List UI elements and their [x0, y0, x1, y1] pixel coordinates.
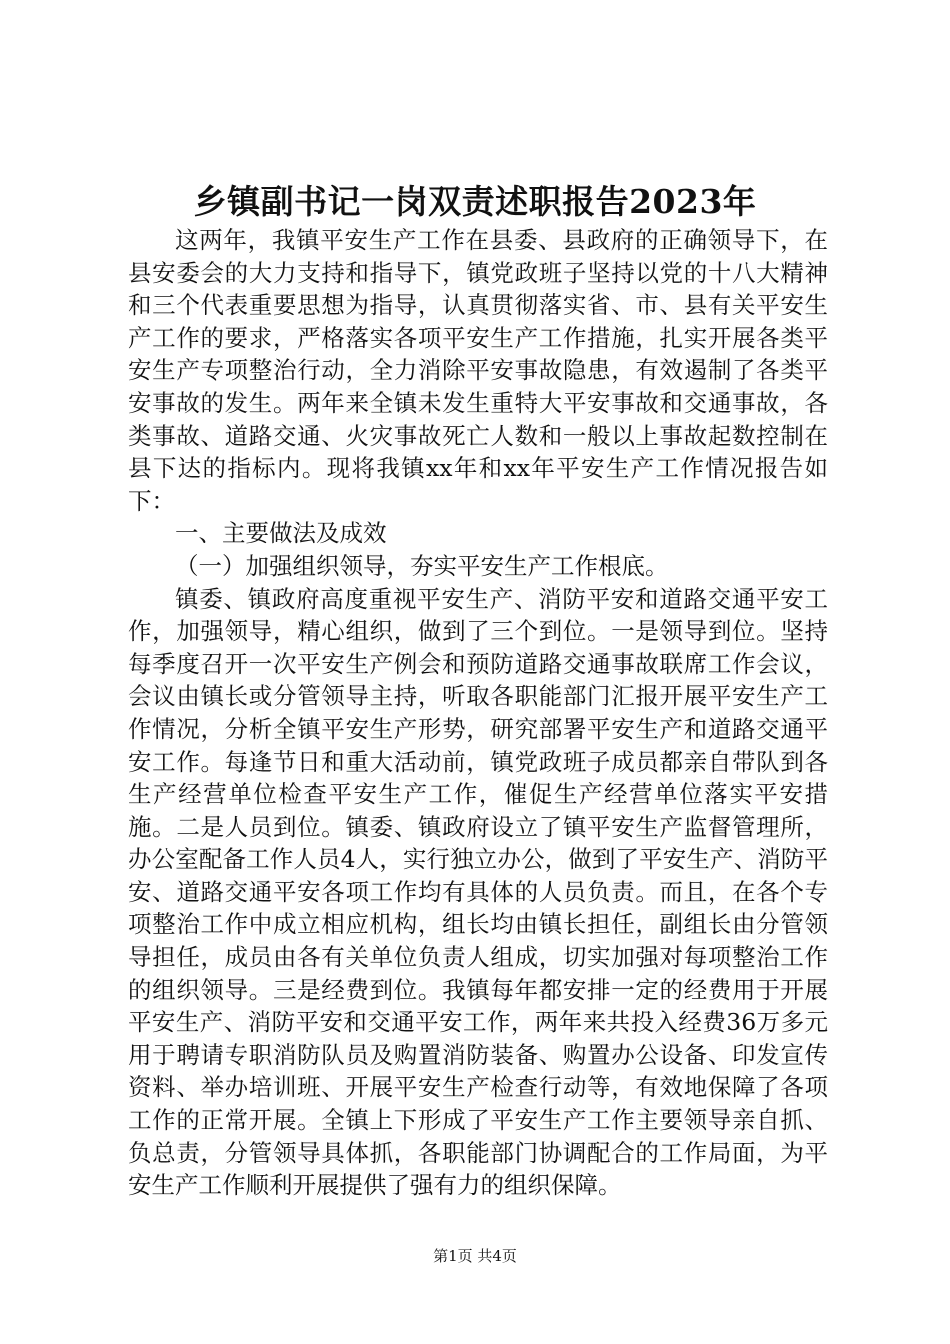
document-title: 乡镇副书记一岗双责述职报告2023年	[193, 182, 757, 221]
paragraph-intro: 这两年，我镇平安生产工作在县委、县政府的正确领导下，在县安委会的大力支持和指导下，镇党政班子坚持以党的十八大精神和三个代表重要思想为指导，认真贯彻落实省、市、县有关平安生产工作的要求，严格落实各项平安生产工作措施，扎实开展各类平安生产专项整治行动，全力消除平安事故隐患，有效遏制了各类平安事故的发生。两年来全镇未发生重特大平安事故和交通事故，各类事故、道路交通、火灾事故死亡人数和一般以上事故起数控制在县下达的指标内。现将我镇xx年和xx年平安生产工作情况报告如下：	[128, 226, 828, 515]
subsection-heading: （一）加强组织领导，夯实平安生产工作根底。	[175, 551, 669, 580]
paragraph-organization: 镇委、镇政府高度重视平安生产、消防平安和道路交通平安工作，加强领导，精心组织，做到了三个到位。一是领导到位。坚持每季度召开一次平安生产例会和预防道路交通事故联席工作会议，会议由镇长或分管领导主持，听取各职能部门汇报开展平安生产工作情况，分析全镇平安生产形势，研究部署平安生产和道路交通平安工作。每逢节日和重大活动前，镇党政班子成员都亲自带队到各生产经营单位检查平安生产工作，催促生产经营单位落实平安措施。二是人员到位。镇委、镇政府设立了镇平安生产监督管理所，办公室配备工作人员4人，实行独立办公，做到了平安生产、消防平安、道路交通平安各项工作均有具体的人员负责。而且，在各个专项整治工作中成立相应机构，组长均由镇长担任，副组长由分管领导担任，成员由各有关单位负责人组成，切实加强对每项整治工作的组织领导。三是经费到位。我镇每年都安排一定的经费用于开展平安生产、消防平安和交通平安工作，两年来共投入经费36万多元用于聘请专职消防队员及购置消防装备、购置办公设备、印发宣传资料、举办培训班、开展平安生产检查行动等，有效地保障了各项工作的正常开展。全镇上下形成了平安生产工作主要领导亲自抓、负总责，分管领导具体抓，各职能部门协调配合的工作局面，为平安生产工作顺利开展提供了强有力的组织保障。	[128, 584, 828, 1200]
section-heading: 一、主要做法及成效	[175, 519, 387, 548]
document-body	[128, 224, 828, 1202]
page-footer: 第1页 共4页	[433, 1247, 517, 1265]
